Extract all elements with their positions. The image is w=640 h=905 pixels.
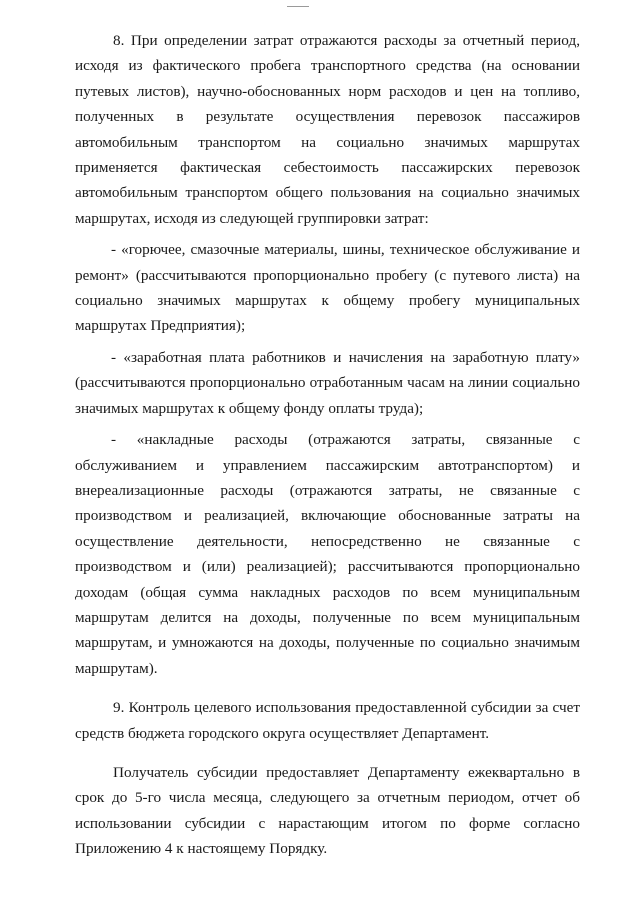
paragraph-8: 8. При определении затрат отражаются расходы за отчетный период, исходя из фактического пробега транспортного средства (на основании путевых листов), научно-обоснованных норм расходов и цен на топливо, полученных в результате осуществления перевозок пассажиров автомобильным транспортом на социально значимых маршрутах применяется фактическая себестоимость пассажирских перевозок автомобильным транспортом общего пользования на социально значимых маршрутах, исходя из следующей группировки затрат: [75, 32, 580, 227]
document-body [75, 28, 580, 862]
page-top-mark [287, 6, 309, 7]
paragraph-9: 9. Контроль целевого использования предоставленной субсидии за счет средств бюджета городского округа осуществляет Департамент. [75, 699, 580, 742]
bullet-fuel-costs: - «горючее, смазочные материалы, шины, техническое обслуживание и ремонт» (рассчитываются пропорционально пробегу (с путевого листа) на социально значимых маршрутах к общему пробегу муниципальных маршрутах Предприятия); [75, 241, 580, 335]
paragraph-report: Получатель субсидии предоставляет Департаменту ежеквартально в срок до 5-го числа месяца, следующего за отчетным периодом, отчет об использовании субсидии с нарастающим итогом по форме согласно Приложению 4 к настоящему Порядку. [75, 763, 580, 858]
bullet-overhead-costs: - «накладные расходы (отражаются затраты, связанные с обслуживанием и управлением пассажирским автотранспортом) и внереализационные расходы (отражаются затраты, не связанные с производством и реализацией, включающие обоснованные затраты на осуществление деятельности, непосредственно не связанные с производством и (или) реализацией); рассчитываются пропорционально доходам (общая сумма накладных расходов по всем муниципальным маршрутам делится на доходы, полученные по всем муниципальным маршрутам, и умножаются на доходы, полученные по социально значимым маршрутам). [75, 431, 580, 677]
bullet-wage-costs: - «заработная плата работников и начисления на заработную плату» (рассчитываются пропорционально отработанным часам на линии социально значимых маршрутах к общему фонду оплаты труда); [75, 348, 580, 417]
